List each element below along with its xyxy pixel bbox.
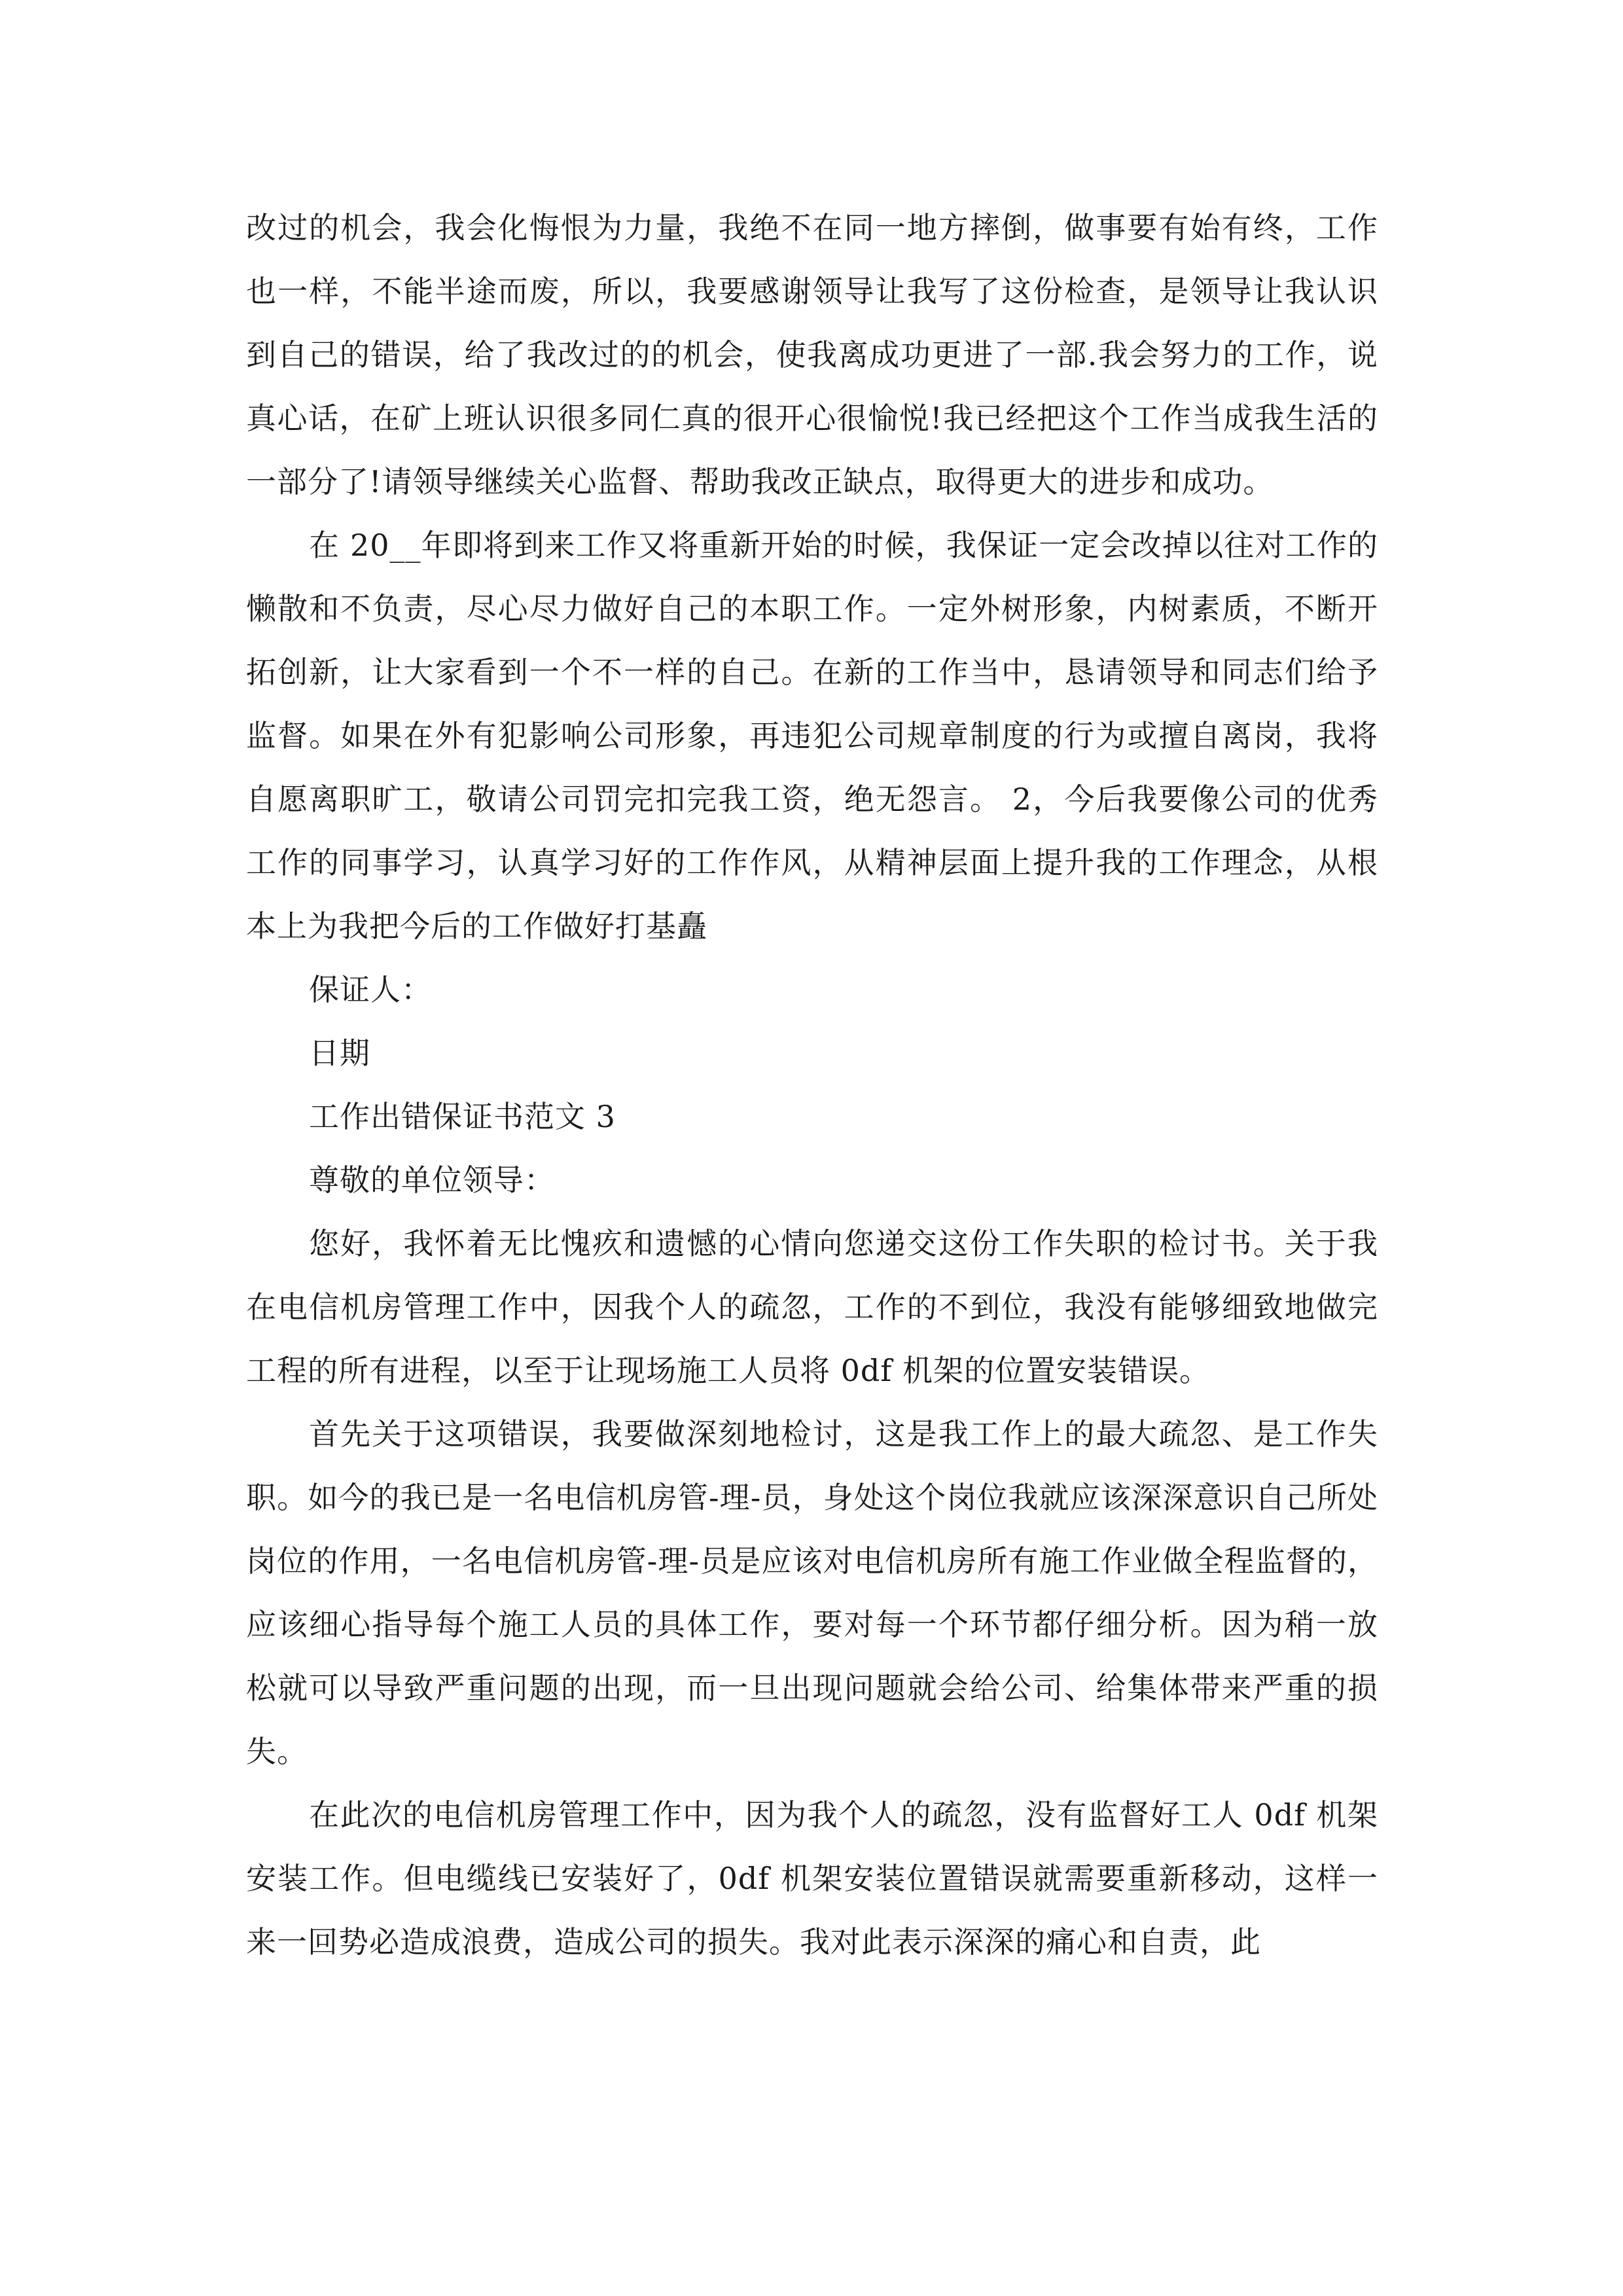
paragraph-continuation: 改过的机会，我会化悔恨为力量，我绝不在同一地方摔倒，做事要有始有终，工作也一样，不能半途而废，所以，我要感谢领导让我写了这份检查，是领导让我认识到自己的错误，给了我改过的的机会，使我离成功更进了一部.我会努力的工作，说真心话，在矿上班认识很多同仁真的很开心很愉悦!我已经把这个工作当成我生活的一部分了!请领导继续关心监督、帮助我改正缺点，取得更大的进步和成功。 <box>246 210 1378 499</box>
salutation: 尊敬的单位领导： <box>309 1162 555 1198</box>
paragraph-incident: 在此次的电信机房管理工作中，因为我个人的疏忽，没有监督好工人 0df 机架安装工作。但电缆线已安装好了，0df 机架安装位置错误就需要重新移动，这样一来一回势必造成浪费，造成公司的损失。我对此表示深深的痛心和自责，此 <box>246 1797 1378 1960</box>
section-title: 工作出错保证书范文 3 <box>309 1099 616 1134</box>
date-label: 日期 <box>309 1035 370 1071</box>
paragraph-pledge: 在 20__年即将到来工作又将重新开始的时候，我保证一定会改掉以往对工作的懒散和不负责，尽心尽力做好自己的本职工作。一定外树形象，内树素质，不断开拓创新，让大家看到一个不一样的自己。在新的工作当中，恳请领导和同志们给予监督。如果在外有犯影响公司形象，再违犯公司规章制度的行为或擅自离岗，我将自愿离职旷工，敬请公司罚完扣完我工资，绝无怨言。 2，今后我要像公司的优秀工作的同事学习，认真学习好的工作作风，从精神层面上提升我的工作理念，从根本上为我把今后的工作做好打基矗 <box>246 528 1378 944</box>
document-body <box>246 196 1378 1974</box>
paragraph-greeting: 您好，我怀着无比愧疚和遗憾的心情向您递交这份工作失职的检讨书。关于我在电信机房管理工作中，因我个人的疏忽，工作的不到位，我没有能够细致地做完工程的所有进程，以至于让现场施工人员将 0df 机架的位置安装错误。 <box>246 1226 1378 1388</box>
guarantor-label: 保证人： <box>309 972 432 1007</box>
paragraph-self-review: 首先关于这项错误，我要做深刻地检讨，这是我工作上的最大疏忽、是工作失职。如今的我已是一名电信机房管-理-员，身处这个岗位我就应该深深意识自己所处岗位的作用，一名电信机房管-理-员是应该对电信机房所有施工作业做全程监督的，应该细心指导每个施工人员的具体工作，要对每一个环节都仔细分析。因为稍一放松就可以导致严重问题的出现，而一旦出现问题就会给公司、给集体带来严重的损失。 <box>246 1416 1378 1769</box>
